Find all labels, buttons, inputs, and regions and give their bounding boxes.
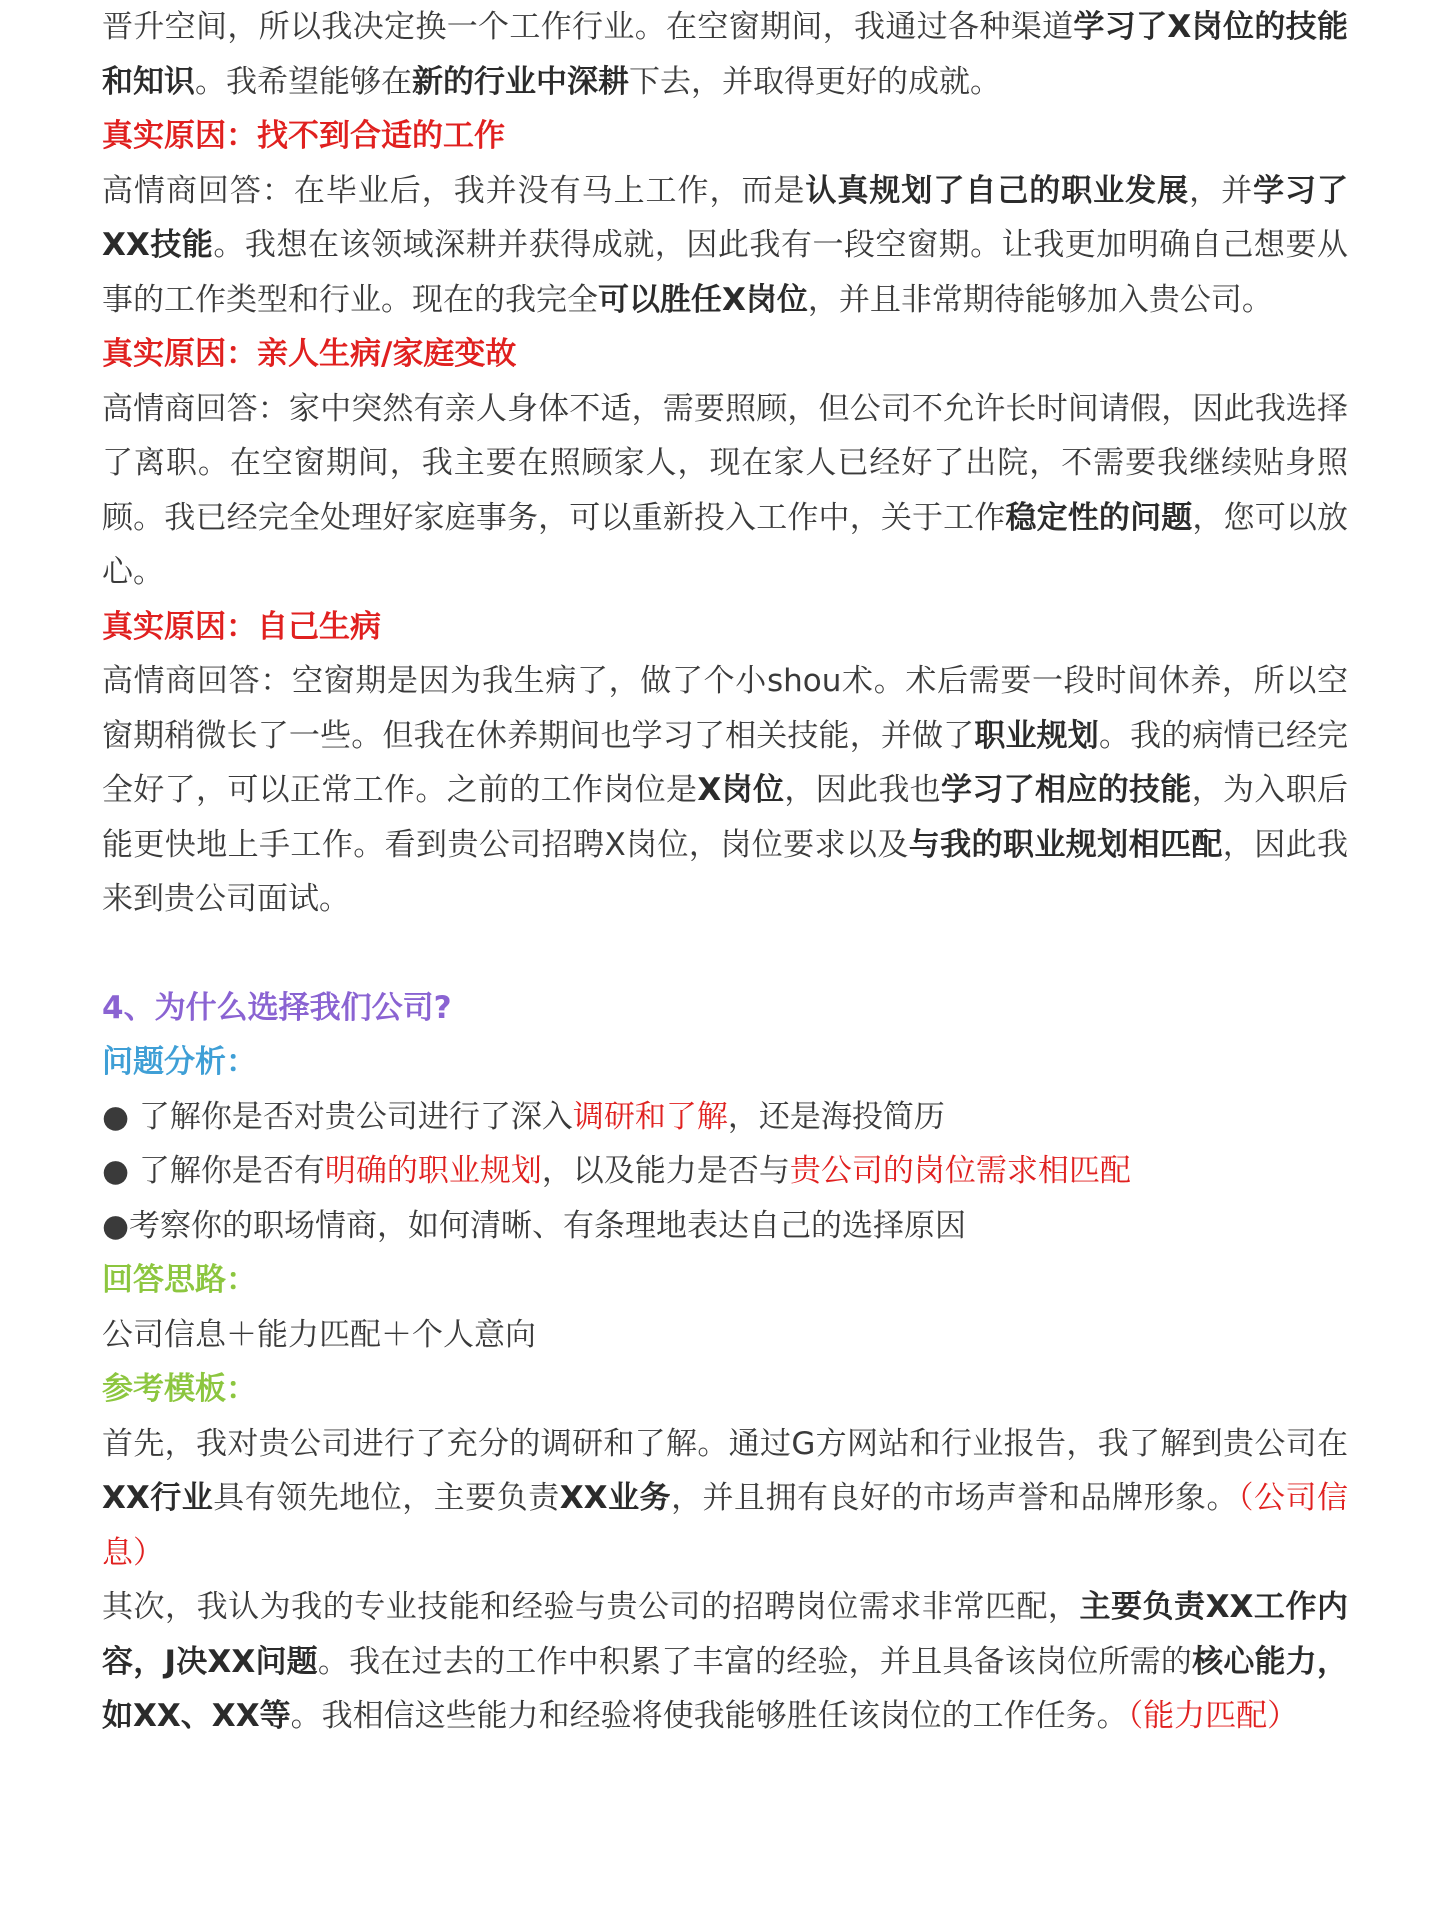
text-run: 首先，我对贵公司进行了充分的调研和了解。通过G方网站和行业报告，我了解到贵公司在 bbox=[102, 1425, 1348, 1462]
bold-phrase: 学习了相应的技能 bbox=[941, 772, 1192, 808]
bold-phrase: 与我的职业规划相匹配 bbox=[908, 826, 1223, 863]
bold-phrase: X岗位 bbox=[697, 772, 785, 808]
paragraph bbox=[102, 1090, 1348, 1145]
bold-phrase: 认真规划了自己的职业发展 bbox=[805, 172, 1190, 209]
text-run: 具有领先地位，主要负责 bbox=[213, 1480, 560, 1516]
bold-phrase: 主要负责XX工作内容，J决XX问题 bbox=[102, 1589, 1348, 1680]
text-run: 。我在过去的工作中积累了丰富的经验，并且具备该岗位所需的 bbox=[317, 1643, 1193, 1680]
section-heading: 回答思路： bbox=[102, 1262, 257, 1298]
reason-heading: 真实原因：自己生病 bbox=[102, 608, 381, 645]
text-run: ● 了解你是否有 bbox=[102, 1153, 325, 1189]
text-run: ，还是海投简历 bbox=[727, 1098, 945, 1135]
paragraph bbox=[102, 1199, 1348, 1254]
text-run: 高情商回答：空窗期是因为我生病了，做了个小shou术。术后需要一段时间休养，所以空窗期稍微长了一些。但我在休养期间也学习了相关技能，并做了 bbox=[102, 663, 1348, 754]
bold-phrase: XX行业 bbox=[102, 1480, 214, 1516]
text-run: 。我的病情已经完全好了，可以正常工作。之前的工作岗位是 bbox=[102, 717, 1349, 808]
paragraph bbox=[102, 1580, 1348, 1744]
text-run: ，您可以放心。 bbox=[102, 499, 1349, 590]
paragraph bbox=[102, 0, 1348, 109]
text-run: 晋升空间，所以我决定换一个工作行业。在空窗期间，我通过各种渠道 bbox=[102, 9, 1074, 45]
analysis-heading: 问题分析： bbox=[102, 1044, 257, 1080]
text-run: 。我希望能够在 bbox=[195, 63, 412, 100]
text-run: ，因此我来到贵公司面试。 bbox=[102, 826, 1349, 917]
bold-phrase: 稳定性的问题 bbox=[1005, 499, 1193, 536]
text-run: ，以及能力是否与 bbox=[541, 1153, 790, 1189]
paragraph bbox=[102, 654, 1348, 927]
highlight-phrase: （能力匹配） bbox=[1127, 1698, 1299, 1734]
paragraph bbox=[102, 164, 1348, 328]
paragraph bbox=[102, 1144, 1348, 1199]
text-run: ●考察你的职场情商，如何清晰、有条理地表达自己的选择原因 bbox=[102, 1207, 967, 1244]
highlight-phrase: （公司信息） bbox=[102, 1480, 1349, 1571]
text-run: ，并 bbox=[1189, 172, 1254, 209]
paragraph bbox=[102, 1308, 1348, 1363]
section-heading: 参考模板： bbox=[102, 1371, 257, 1407]
paragraph bbox=[102, 1417, 1348, 1581]
bold-phrase: 可以胜任X岗位 bbox=[598, 281, 808, 318]
question-heading: 4、为什么选择我们公司? bbox=[102, 989, 452, 1026]
text-run: 。我想在该领域深耕并获得成就，因此我有一段空窗期。让我更加明确自己想要从事的工作类型和行业。现在的我完全 bbox=[102, 227, 1348, 318]
text-run: ，为入职后能更快地上手工作。看到贵公司招聘X岗位，岗位要求以及 bbox=[102, 772, 1349, 863]
text-run: ，并且非常期待能够加入贵公司。 bbox=[807, 281, 1273, 318]
text-run: ，因此我也 bbox=[784, 772, 941, 808]
text-run: 下去，并取得更好的成就。 bbox=[629, 63, 1001, 100]
text-run: 。我相信这些能力和经验将使我能够胜任该岗位的工作任务。 bbox=[290, 1698, 1128, 1734]
highlight-phrase: 调研和了解 bbox=[572, 1098, 728, 1135]
paragraph bbox=[102, 382, 1348, 600]
highlight-phrase: 明确的职业规划 bbox=[324, 1153, 542, 1189]
text-run: 公司信息＋能力匹配＋个人意向 bbox=[102, 1316, 536, 1353]
document-body bbox=[102, 0, 1348, 1744]
reason-heading: 真实原因：亲人生病/家庭变故 bbox=[102, 336, 517, 372]
text-run: ，并且拥有良好的市场声誉和品牌形象。 bbox=[671, 1480, 1239, 1516]
section-spacer bbox=[102, 927, 1348, 981]
bold-phrase: 职业规划 bbox=[974, 717, 1099, 754]
bold-phrase: 新的行业中深耕 bbox=[412, 63, 629, 100]
bold-phrase: 学习了X岗位的技能和知识 bbox=[102, 9, 1348, 100]
reason-heading: 真实原因：找不到合适的工作 bbox=[102, 118, 505, 154]
highlight-phrase: 贵公司的岗位需求相匹配 bbox=[789, 1153, 1131, 1189]
bold-phrase: 学习了XX技能 bbox=[102, 172, 1349, 263]
text-run: 高情商回答：在毕业后，我并没有马上工作，而是 bbox=[102, 172, 806, 209]
bold-phrase: 核心能力，如XX、XX等 bbox=[102, 1643, 1348, 1734]
text-run: 高情商回答：家中突然有亲人身体不适，需要照顾，但公司不允许长时间请假，因此我选择了离职。在空窗期间，我主要在照顾家人，现在家人已经好了出院，不需要我继续贴身照顾。我已经完全处理好家庭事务，可以重新投入工作中，关于工作 bbox=[102, 390, 1348, 536]
text-run: 其次，我认为我的专业技能和经验与贵公司的招聘岗位需求非常匹配， bbox=[102, 1589, 1080, 1625]
text-run: ● 了解你是否对贵公司进行了深入 bbox=[102, 1098, 573, 1135]
bold-phrase: XX业务 bbox=[559, 1480, 672, 1516]
